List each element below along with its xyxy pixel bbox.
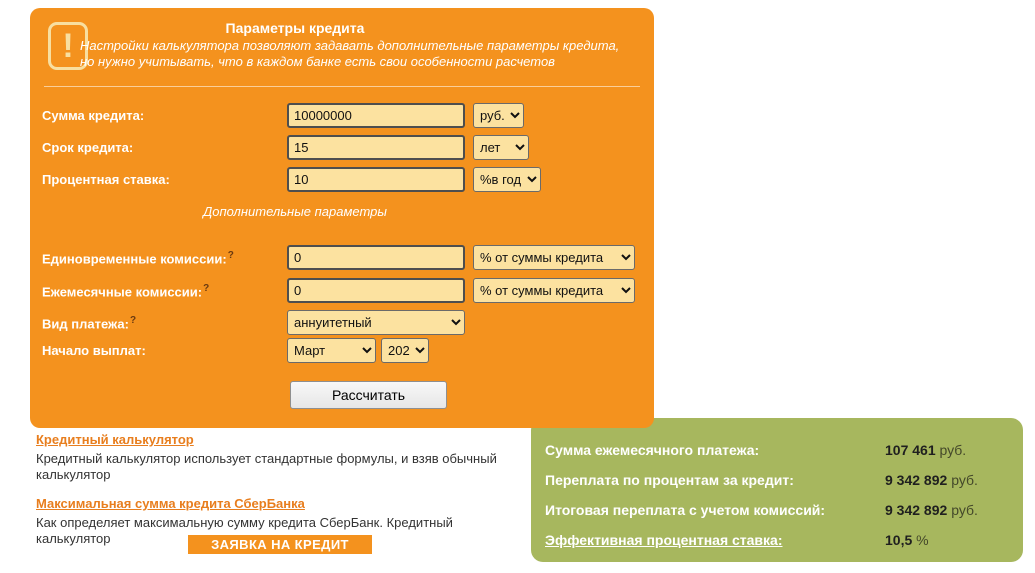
payment-type-help-icon[interactable]: ? — [129, 315, 137, 326]
row-interest-rate — [42, 167, 642, 193]
effective-rate-value: 10,5 % — [885, 532, 929, 548]
one-time-fee-input[interactable] — [287, 245, 465, 270]
row-loan-term — [42, 135, 642, 161]
divider — [44, 86, 640, 87]
result-row-effective-rate — [545, 532, 1009, 562]
interest-overpayment-label: Переплата по процентам за кредит: — [545, 472, 794, 488]
effective-rate-link[interactable]: Эффективная процентная ставка: — [545, 532, 783, 548]
result-row-monthly-payment — [545, 442, 1009, 472]
loan-term-unit-select[interactable] — [473, 135, 529, 160]
start-month-select[interactable] — [287, 338, 376, 363]
loan-amount-label: Сумма кредита: — [42, 108, 145, 123]
monthly-fee-input[interactable] — [287, 278, 465, 303]
monthly-fee-label: Ежемесячные комиссии:? — [42, 283, 210, 300]
loan-term-label: Срок кредита: — [42, 140, 134, 155]
total-overpayment-value: 9 342 892 руб. — [885, 502, 978, 518]
interest-rate-input[interactable] — [287, 167, 465, 192]
one-time-fee-help-icon[interactable]: ? — [227, 250, 234, 261]
calculate-button[interactable]: Рассчитать — [290, 381, 447, 409]
row-payment-start — [42, 338, 642, 364]
additional-params-subtitle: Дополнительные параметры — [203, 204, 387, 219]
interest-rate-label: Процентная ставка: — [42, 172, 170, 187]
loan-amount-unit-select[interactable] — [473, 103, 524, 128]
loan-term-input[interactable] — [287, 135, 465, 160]
monthly-fee-unit-select[interactable] — [473, 278, 635, 303]
payment-type-label: Вид платежа:? — [42, 315, 137, 332]
monthly-payment-label: Сумма ежемесячного платежа: — [545, 442, 760, 458]
credit-params-panel — [30, 8, 654, 428]
link-max-loan-sberbank[interactable]: Максимальная сумма кредита СберБанка — [36, 496, 305, 511]
loan-application-button[interactable]: ЗАЯВКА НА КРЕДИТ — [188, 535, 372, 554]
credit-calculator-description: Кредитный калькулятор использует стандартные формулы, и взяв обычный калькулятор — [36, 451, 497, 482]
row-loan-amount — [42, 103, 642, 129]
monthly-payment-value: 107 461 руб. — [885, 442, 967, 458]
monthly-fee-help-icon[interactable]: ? — [203, 283, 210, 294]
max-loan-description: Как определяет максимальную сумму кредита СберБанк. Кредитный калькулятор — [36, 515, 453, 546]
start-year-select[interactable] — [381, 338, 429, 363]
row-one-time-fee — [42, 245, 642, 271]
total-overpayment-label: Итоговая переплата с учетом комиссий: — [545, 502, 826, 518]
payment-start-label: Начало выплат: — [42, 343, 146, 358]
exclamation-glyph: ! — [62, 27, 74, 65]
panel-title: Параметры кредита — [225, 20, 365, 36]
panel-description: Настройки калькулятора позволяют задавать дополнительные параметры кредита, но нужно учитывать, что в каждом банке есть свои особенности расчетов — [80, 38, 620, 69]
interest-overpayment-value: 9 342 892 руб. — [885, 472, 978, 488]
result-row-interest-overpayment — [545, 472, 1009, 502]
payment-type-select[interactable] — [287, 310, 465, 335]
row-monthly-fee — [42, 278, 642, 304]
link-credit-calculator[interactable]: Кредитный калькулятор — [36, 432, 194, 447]
interest-rate-unit-select[interactable] — [473, 167, 541, 192]
results-panel — [531, 418, 1023, 562]
result-row-total-overpayment — [545, 502, 1009, 532]
one-time-fee-unit-select[interactable] — [473, 245, 635, 270]
one-time-fee-label: Единовременные комиссии:? — [42, 250, 234, 267]
loan-amount-input[interactable] — [287, 103, 465, 128]
row-payment-type — [42, 310, 642, 336]
